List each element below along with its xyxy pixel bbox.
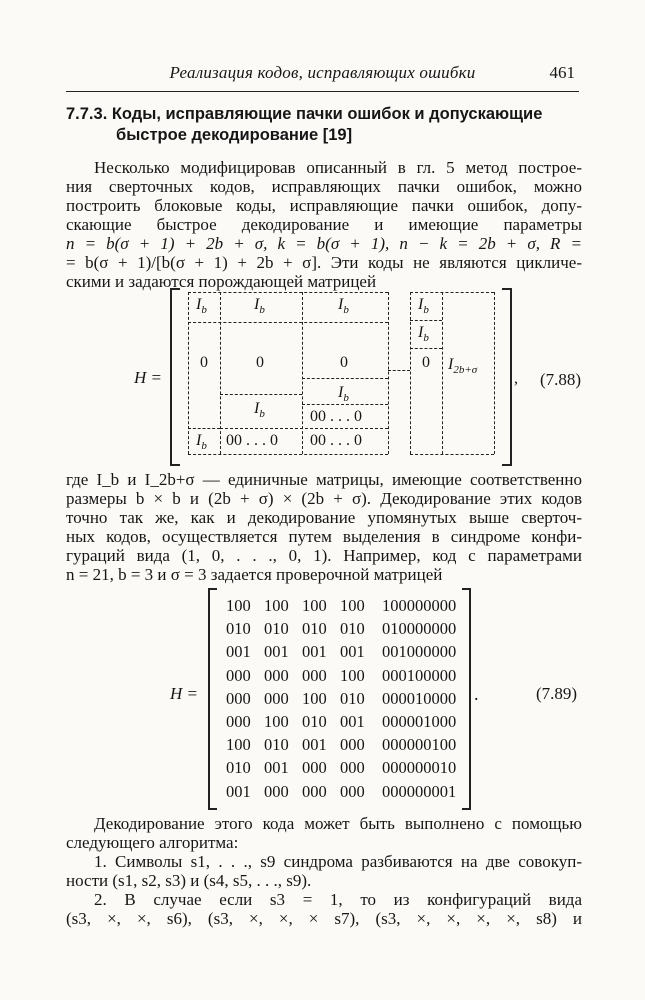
paragraph-algorithm xyxy=(66,814,582,928)
text-line: Несколько модифицировав описанный в гл. 5 метод построе- xyxy=(94,158,582,177)
dashed-line xyxy=(388,370,410,371)
text-line: (s3, ×, ×, s6), (s3, ×, ×, × s7), (s3, ×, ×, ×, ×, s8) и xyxy=(66,909,582,928)
text-line: точно так же, как и декодирование упомянутых выше сверточ- xyxy=(66,508,582,527)
section-heading-line-1: 7.7.3. Коды, исправляющие пачки ошибок и допускающие xyxy=(66,105,543,123)
identity-block-large xyxy=(448,356,477,376)
identity-subscript: b xyxy=(343,304,349,317)
dashed-line xyxy=(442,292,443,454)
matrix-cell: 100 xyxy=(302,688,327,708)
identity-symbol: I xyxy=(254,400,260,417)
dashed-line xyxy=(494,292,495,454)
matrix-cell: 010 xyxy=(264,619,289,639)
identity-subscript: 2b+σ xyxy=(453,364,478,377)
dashed-line xyxy=(188,292,388,293)
text-line: Декодирование этого кода может быть выполнено с помощью xyxy=(94,814,582,833)
matrix-lhs: H = xyxy=(170,684,198,703)
identity-symbol: I xyxy=(254,296,260,313)
matrix-cell: 100 xyxy=(264,596,289,615)
zeros-block: 00 . . . 0 xyxy=(310,408,362,425)
matrix-cell: 001 xyxy=(264,642,289,662)
zero-block: 0 xyxy=(256,354,264,371)
matrix-cell: 100 xyxy=(340,665,365,685)
text-line: построить блоковые коды, исправляющие пачки ошибок, допу- xyxy=(66,196,582,215)
matrix-cell: 100 xyxy=(226,596,251,615)
text-line: 2. В случае если s3 = 1, то из конфигураций вида xyxy=(94,890,582,909)
matrix-cell: 000 xyxy=(264,781,289,801)
dashed-line xyxy=(302,292,303,454)
dashed-line xyxy=(388,292,389,454)
matrix-cell: 100 xyxy=(302,596,327,615)
matrix-lhs: H = xyxy=(134,368,162,387)
matrix-cell: 010 xyxy=(340,688,365,708)
dashed-line xyxy=(220,394,302,395)
identity-block xyxy=(338,384,349,404)
dashed-line xyxy=(410,320,442,321)
matrix-cell: 000000001 xyxy=(382,781,457,801)
dashed-line xyxy=(220,292,221,454)
text-line: 1. Символы s1, . . ., s9 синдрома разбиваются на две совокуп- xyxy=(94,852,582,871)
identity-symbol: I xyxy=(196,432,202,449)
identity-subscript: b xyxy=(343,392,349,405)
matrix-cell: 000 xyxy=(302,665,327,685)
identity-symbol: I xyxy=(418,296,424,313)
zeros-block: 00 . . . 0 xyxy=(310,432,362,449)
text-line: скими и задаются порождающей матрицей xyxy=(66,272,377,291)
matrix-cell: 010 xyxy=(264,735,289,755)
identity-subscript: b xyxy=(201,304,207,317)
dashed-line xyxy=(410,292,411,454)
matrix-cell: 000 xyxy=(264,688,289,708)
identity-symbol: I xyxy=(418,324,424,341)
identity-symbol: I xyxy=(448,356,454,373)
equation-number: (7.89) xyxy=(536,684,578,703)
identity-symbol: I xyxy=(338,296,344,313)
matrix-cell: 001 xyxy=(302,735,327,755)
identity-subscript: b xyxy=(259,408,265,421)
matrix-cell: 000 xyxy=(340,758,365,778)
dashed-line xyxy=(410,292,494,293)
dashed-line xyxy=(302,378,388,379)
zero-block: 0 xyxy=(200,354,208,371)
zeros-block: 00 . . . 0 xyxy=(226,432,278,449)
matrix-cell: 000 xyxy=(302,758,327,778)
page-number: 461 xyxy=(549,63,575,82)
matrix-cell: 010000000 xyxy=(382,619,457,639)
dashed-line xyxy=(188,292,189,454)
paragraph-description xyxy=(66,470,582,584)
matrix-cell: 010 xyxy=(302,619,327,639)
matrix-cell: 010 xyxy=(226,758,251,778)
text-line: где I_b и I_2b+σ — единичные матрицы, имеющие соответственно xyxy=(66,470,582,489)
matrix-cell: 001 xyxy=(340,712,365,731)
equation-7-88 xyxy=(120,286,600,468)
matrix-cell: 000000100 xyxy=(382,735,457,755)
section-heading xyxy=(66,104,576,146)
identity-block xyxy=(254,400,265,420)
matrix-cell: 000 xyxy=(226,712,251,731)
text-line: ности (s1, s2, s3) и (s4, s5, . . ., s9). xyxy=(66,871,312,890)
identity-symbol: I xyxy=(338,384,344,401)
matrix-cell: 000 xyxy=(264,665,289,685)
running-header-title: Реализация кодов, исправляющих ошибки xyxy=(169,63,476,82)
zero-block: 0 xyxy=(340,354,348,371)
matrix-cell: 000 xyxy=(340,781,365,801)
left-bracket xyxy=(208,588,217,810)
header-rule xyxy=(66,91,579,92)
matrix-cell: 100 xyxy=(226,735,251,755)
text-line: n = 21, b = 3 и σ = 3 задается проверочной матрицей xyxy=(66,565,443,584)
text-line: ния сверточных кодов, исправляющих пачки ошибок, можно xyxy=(66,177,582,196)
identity-subscript: b xyxy=(201,440,207,453)
matrix-cell: 001 xyxy=(264,758,289,778)
matrix-cell: 001 xyxy=(302,642,327,662)
text-line: = b(σ + 1)/[b(σ + 1) + 2b + σ]. Эти коды не являются цикличе- xyxy=(66,253,582,272)
identity-symbol: I xyxy=(196,296,202,313)
matrix-cell: 000100000 xyxy=(382,665,457,685)
text-line: n = b(σ + 1) + 2b + σ, k = b(σ + 1), n − k = 2b + σ, R = xyxy=(66,234,582,253)
matrix-cell: 001 xyxy=(226,642,251,662)
matrix-cell: 000001000 xyxy=(382,712,457,731)
zero-block: 0 xyxy=(422,354,430,371)
matrix-cell: 010 xyxy=(340,619,365,639)
dashed-line xyxy=(188,454,388,455)
text-line: размеры b × b и (2b + σ) × (2b + σ). Декодирование этих кодов xyxy=(66,489,582,508)
right-bracket xyxy=(462,588,471,810)
matrix-cell: 100 xyxy=(340,596,365,615)
matrix-cell: 001 xyxy=(340,642,365,662)
matrix-cell: 000010000 xyxy=(382,688,457,708)
paragraph-intro xyxy=(66,158,582,291)
matrix-cell: 001 xyxy=(226,781,251,801)
text-line: гураций вида (1, 0, . . ., 0, 1). Например, код с параметрами xyxy=(66,546,582,565)
dashed-line xyxy=(188,322,388,323)
matrix-cell: 100 xyxy=(264,712,289,731)
left-bracket xyxy=(170,288,180,466)
matrix-cell: 000 xyxy=(340,735,365,755)
equation-7-89 xyxy=(170,582,590,807)
dashed-line xyxy=(410,454,494,455)
matrix-cell: 000 xyxy=(226,688,251,708)
matrix-cell: 000000010 xyxy=(382,758,457,778)
identity-block xyxy=(338,296,349,316)
identity-subscript: b xyxy=(423,304,429,317)
identity-subscript: b xyxy=(423,332,429,345)
dashed-line xyxy=(220,428,388,429)
text-line: скающие быстрое декодирование и имеющие параметры xyxy=(66,215,582,234)
matrix-cell: 010 xyxy=(302,712,327,731)
text-line: ных кодов, осуществляется путем выделения в синдроме конфи- xyxy=(66,527,582,546)
matrix-cell: 010 xyxy=(226,619,251,639)
period: . xyxy=(474,684,479,704)
identity-block xyxy=(196,432,207,452)
section-heading-line-2: быстрое декодирование [19] xyxy=(116,126,353,144)
text-line: следующего алгоритма: xyxy=(66,833,239,852)
matrix-cell: 000 xyxy=(226,665,251,685)
right-bracket xyxy=(502,288,512,466)
matrix-cell: 000 xyxy=(302,781,327,801)
identity-block xyxy=(254,296,265,316)
identity-block xyxy=(418,296,429,316)
comma: , xyxy=(514,370,518,387)
equation-number: (7.88) xyxy=(540,370,582,389)
matrix-cell: 100000000 xyxy=(382,596,457,615)
identity-block xyxy=(196,296,207,316)
identity-block xyxy=(418,324,429,344)
dashed-line xyxy=(188,428,220,429)
matrix-cell: 001000000 xyxy=(382,642,457,662)
dashed-line xyxy=(410,348,442,349)
identity-subscript: b xyxy=(259,304,265,317)
